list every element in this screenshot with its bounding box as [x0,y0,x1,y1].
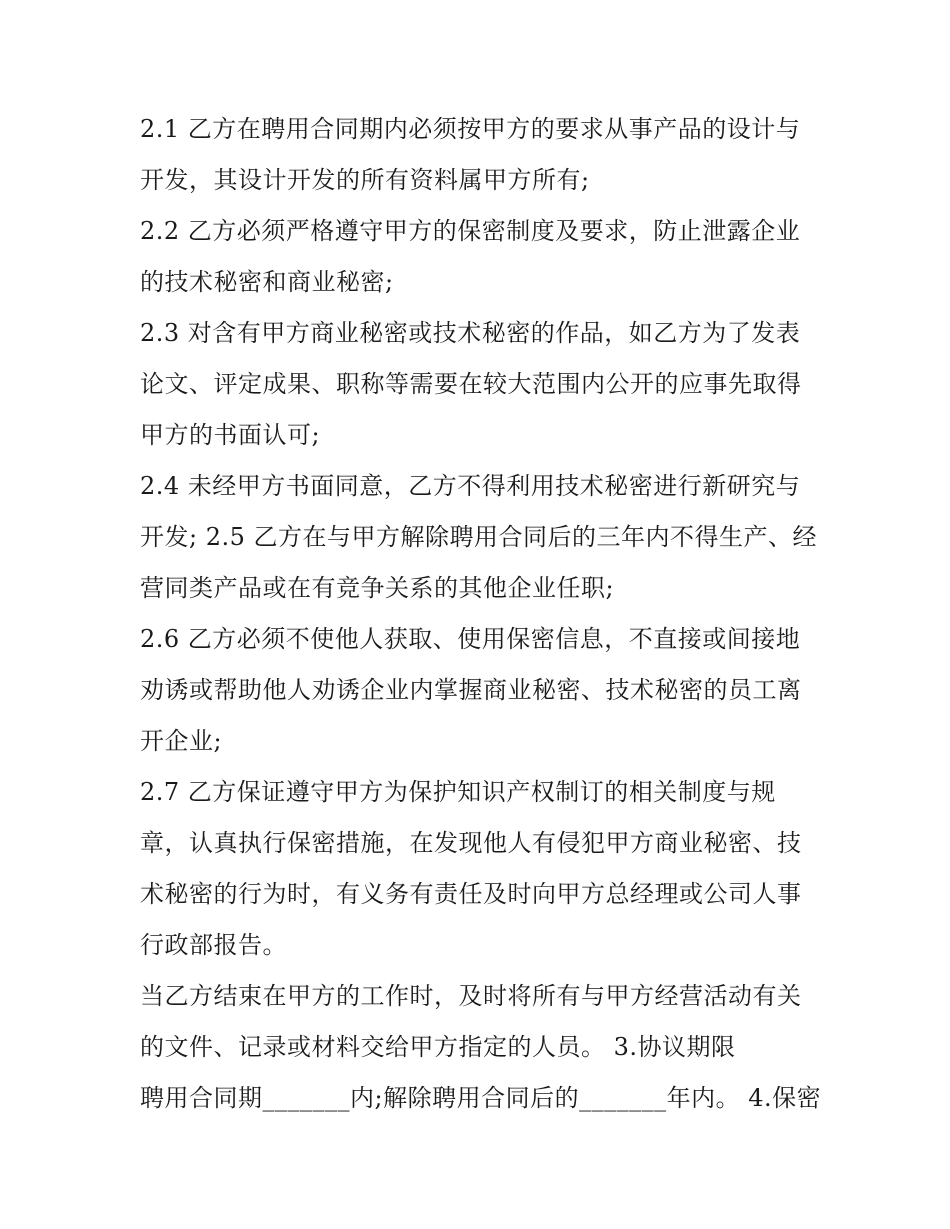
clause-2-3-line-3: 甲方的书面认可; [140,421,321,449]
clause-2-7-line-1: 2.7 乙方保证遵守甲方为保护知识产权制订的相关制度与规 [140,778,776,806]
clause-2-5-line-2: 营同类产品或在有竞争关系的其他企业任职; [140,574,615,602]
termination-line-1: 当乙方结束在甲方的工作时，及时将所有与甲方经营活动有关 [140,982,802,1010]
clause-2-6-line-3: 开企业; [140,727,223,755]
clause-2-4-2-5-line: 开发; 2.5 乙方在与甲方解除聘用合同后的三年内不得生产、经 [140,523,818,551]
clause-2-6-line-1: 2.6 乙方必须不使他人获取、使用保密信息，不直接或间接地 [140,625,801,653]
clause-2-1-line-1: 2.1 乙方在聘用合同期内必须按甲方的要求从事产品的设计与 [140,115,801,143]
clause-2-1-line-2: 开发，其设计开发的所有资料属甲方所有; [140,166,590,194]
document-body [140,104,830,1124]
clause-2-2-line-2: 的技术秘密和商业秘密; [140,268,394,296]
clause-2-3-line-1: 2.3 对含有甲方商业秘密或技术秘密的作品，如乙方为了发表 [140,319,801,347]
clause-2-3-line-2: 论文、评定成果、职称等需要在较大范围内公开的应事先取得 [140,370,802,398]
clause-2-7-line-3: 术秘密的行为时，有义务有责任及时向甲方总经理或公司人事 [140,880,802,908]
term-period-line: 聘用合同期_______内;解除聘用合同后的_______年内。 4.保密 [140,1084,822,1112]
clause-2-7-line-2: 章，认真执行保密措施，在发现他人有侵犯甲方商业秘密、技 [140,829,802,857]
clause-2-4-line-1: 2.4 未经甲方书面同意，乙方不得利用技术秘密进行新研究与 [140,472,801,500]
clause-2-2-line-1: 2.2 乙方必须严格遵守甲方的保密制度及要求，防止泄露企业 [140,217,801,245]
termination-line-2: 的文件、记录或材料交给甲方指定的人员。 3.协议期限 [140,1033,736,1061]
clause-2-6-line-2: 劝诱或帮助他人劝诱企业内掌握商业秘密、技术秘密的员工离 [140,676,802,704]
clause-2-7-line-4: 行政部报告。 [140,931,287,959]
